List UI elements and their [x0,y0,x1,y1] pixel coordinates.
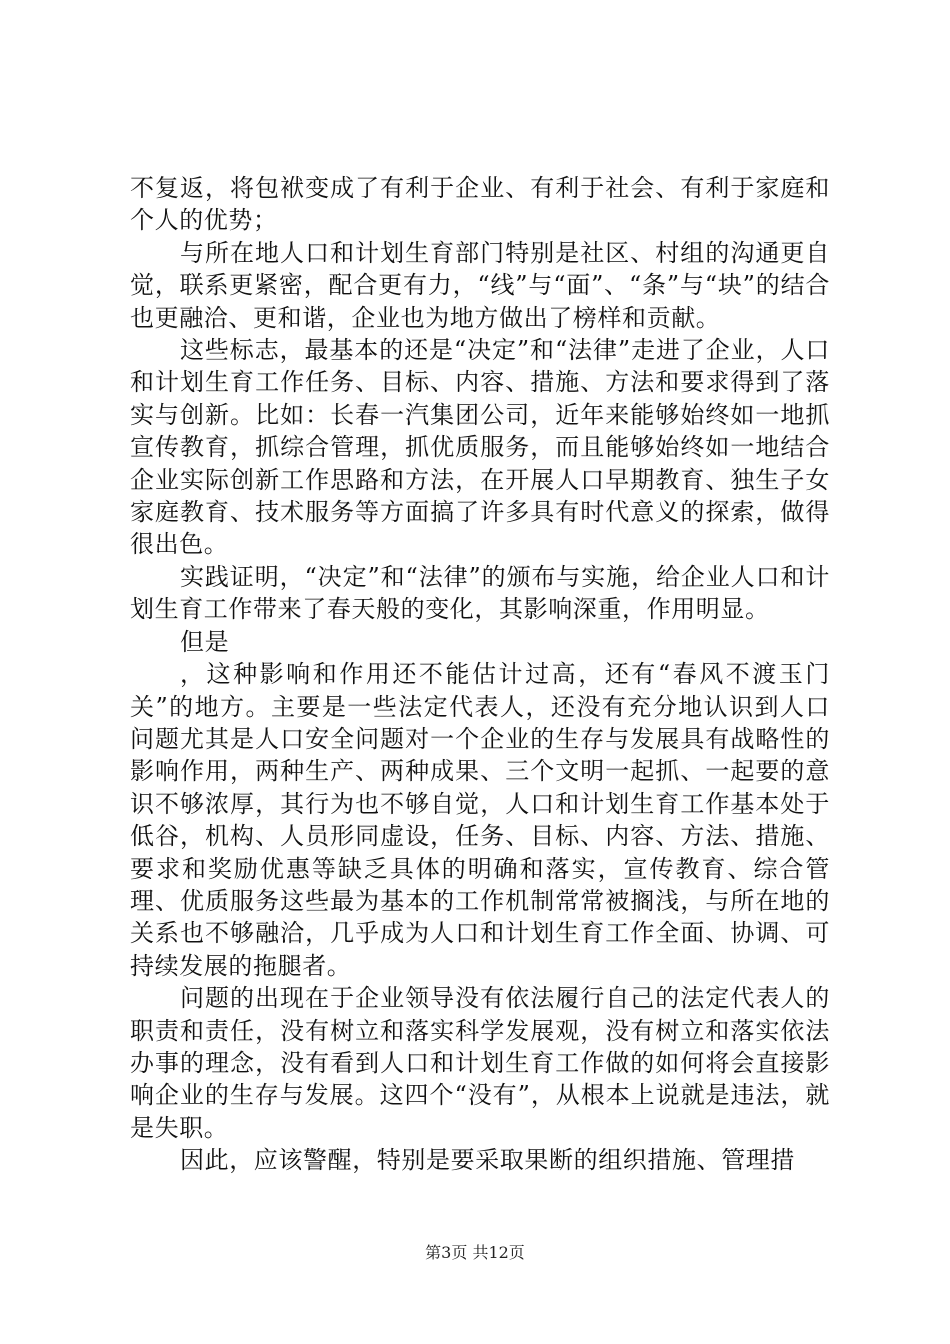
paragraph-1: 不复返，将包袱变成了有利于企业、有利于社会、有利于家庭和个人的优势； [130,174,830,235]
paragraph-6: ，这种影响和作用还不能估计过高，还有“春风不渡玉门关”的地方。主要是一些法定代表人，还没有充分地认识到人口问题尤其是人口安全问题对一个企业的生存与发展具有战略性的影响作用，两种生产、两种成果、三个文明一起抓、一起要的意识不够浓厚，其行为也不够自觉，人口和计划生育工作基本处于低谷，机构、人员形同虚设，任务、目标、内容、方法、措施、要求和奖励优惠等缺乏具体的明确和落实，宣传教育、综合管理、优质服务这些最为基本的工作机制常常被搁浅，与所在地的关系也不够融洽，几乎成为人口和计划生育工作全面、协调、可持续发展的拖腿者。 [130,660,830,980]
paragraph-3: 这些标志，最基本的还是“决定”和“法律”走进了企业，人口和计划生育工作任务、目标、内容、措施、方法和要求得到了落实与创新。比如：长春一汽集团公司，近年来能够始终如一地抓宣传教育，抓综合管理，抓优质服务，而且能够始终如一地结合企业实际创新工作思路和方法，在开展人口早期教育、独生子女家庭教育、技术服务等方面搞了许多具有时代意义的探索，做得很出色。 [130,336,830,559]
paragraph-7: 问题的出现在于企业领导没有依法履行自己的法定代表人的职责和责任，没有树立和落实科学发展观，没有树立和落实依法办事的理念，没有看到人口和计划生育工作做的如何将会直接影响企业的生存与发展。这四个“没有”，从根本上说就是违法，就是失职。 [130,984,830,1142]
document-body [130,172,830,1177]
paragraph-8: 因此，应该警醒，特别是要采取果断的组织措施、管理措 [180,1146,795,1175]
page-number-footer: 第3页 共12页 [425,1243,525,1262]
paragraph-4: 实践证明，“决定”和“法律”的颁布与实施，给企业人口和计划生育工作带来了春天般的变化，其影响深重，作用明显。 [130,562,830,624]
paragraph-5: 但是 [180,627,230,656]
paragraph-2: 与所在地人口和计划生育部门特别是社区、村组的沟通更自觉，联系更紧密，配合更有力，“线”与“面”、“条”与“块”的结合也更融洽、更和谐，企业也为地方做出了榜样和贡献。 [130,238,830,332]
